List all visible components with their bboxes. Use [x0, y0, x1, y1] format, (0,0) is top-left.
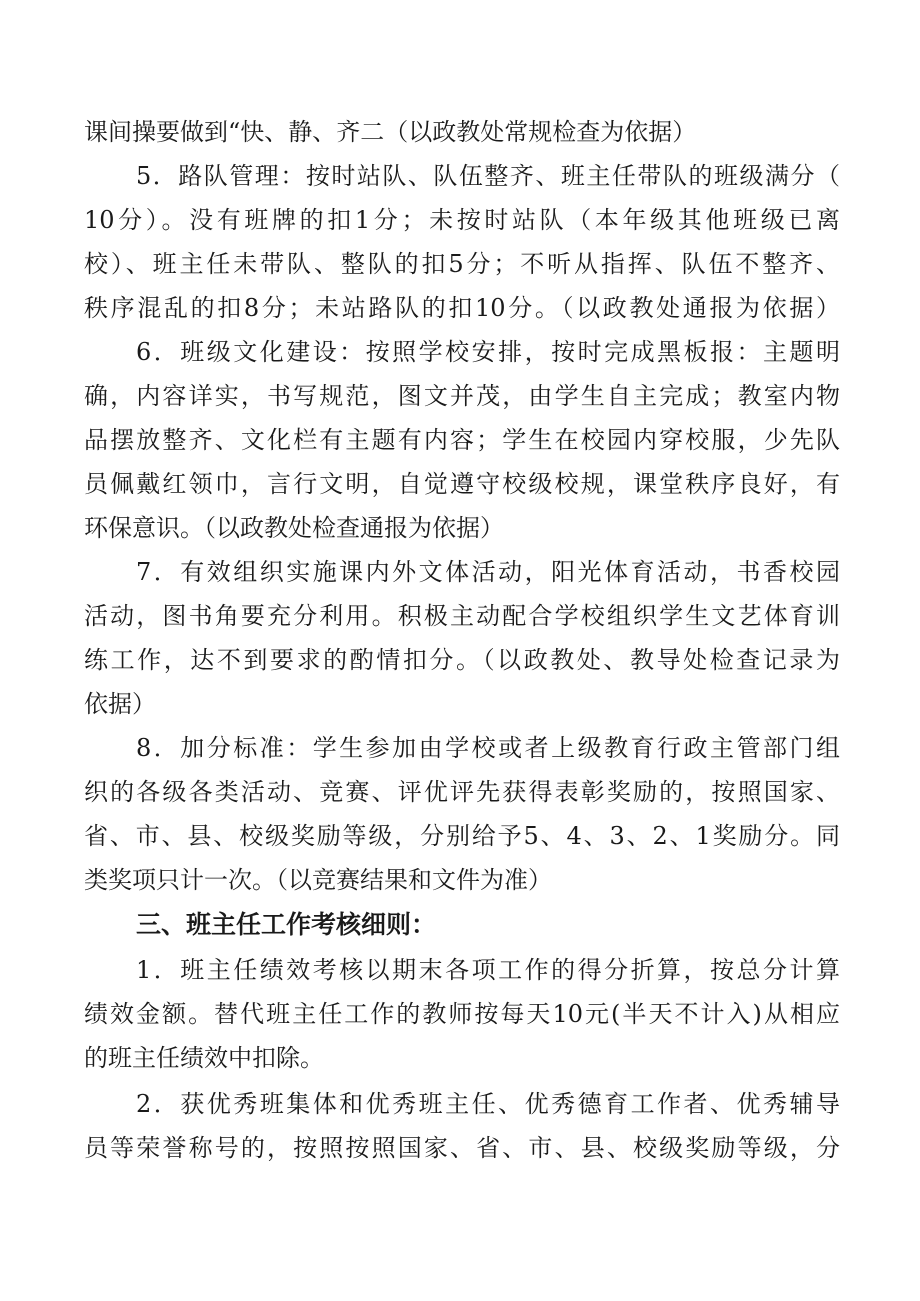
text-line: 确，内容详实，书写规范，图文并茂，由学生自主完成；教室内物 [84, 382, 840, 410]
text-line: 类奖项只计一次。（以竞赛结果和文件为准） [84, 866, 552, 894]
text-line: 5．路队管理：按时站队、队伍整齐、班主任带队的班级满分（ [136, 162, 840, 190]
text-line: 课间操要做到“快、静、齐二（以政教处常规检查为依据） [84, 118, 697, 146]
text-line: 员佩戴红领巾，言行文明，自觉遵守校级校规，课堂秩序良好，有 [84, 470, 840, 498]
text-line: 员等荣誉称号的，按照按照国家、省、市、县、校级奖励等级，分 [84, 1134, 840, 1162]
text-line: 7．有效组织实施课内外文体活动，阳光体育活动，书香校园 [136, 558, 840, 586]
text-line: 省、市、县、校级奖励等级，分别给予5、4、3、2、1奖励分。同 [84, 822, 840, 850]
text-line: 绩效金额。替代班主任工作的教师按每天10元(半天不计入)从相应 [84, 1000, 840, 1028]
text-line: 的班主任绩效中扣除。 [84, 1044, 324, 1072]
text-line: 依据） [84, 690, 156, 718]
text-line: 1．班主任绩效考核以期末各项工作的得分折算，按总分计算 [136, 956, 840, 984]
text-line: 活动，图书角要充分利用。积极主动配合学校组织学生文艺体育训 [84, 602, 840, 630]
text-line: 练工作，达不到要求的酌情扣分。（以政教处、教导处检查记录为 [84, 646, 840, 674]
text-line: 环保意识。（以政教处检查通报为依据） [84, 514, 504, 542]
text-line: 织的各级各类活动、竞赛、评优评先获得表彰奖励的，按照国家、 [84, 778, 840, 806]
text-line: 8．加分标准：学生参加由学校或者上级教育行政主管部门组 [136, 734, 840, 762]
text-line: 6．班级文化建设：按照学校安排，按时完成黑板报：主题明 [136, 338, 840, 366]
text-line: 品摆放整齐、文化栏有主题有内容；学生在校园内穿校服，少先队 [84, 426, 840, 454]
section-heading: 三、班主任工作考核细则： [136, 910, 437, 939]
text-line: 2．获优秀班集体和优秀班主任、优秀德育工作者、优秀辅导 [136, 1090, 840, 1118]
text-line: 10分）。没有班牌的扣1分；未按时站队（本年级其他班级已离 [84, 206, 840, 234]
text-line: 秩序混乱的扣8分；未站路队的扣10分。（以政教处通报为依据） [84, 294, 840, 322]
text-line: 校）、班主任未带队、整队的扣5分；不听从指挥、队伍不整齐、 [84, 250, 840, 278]
